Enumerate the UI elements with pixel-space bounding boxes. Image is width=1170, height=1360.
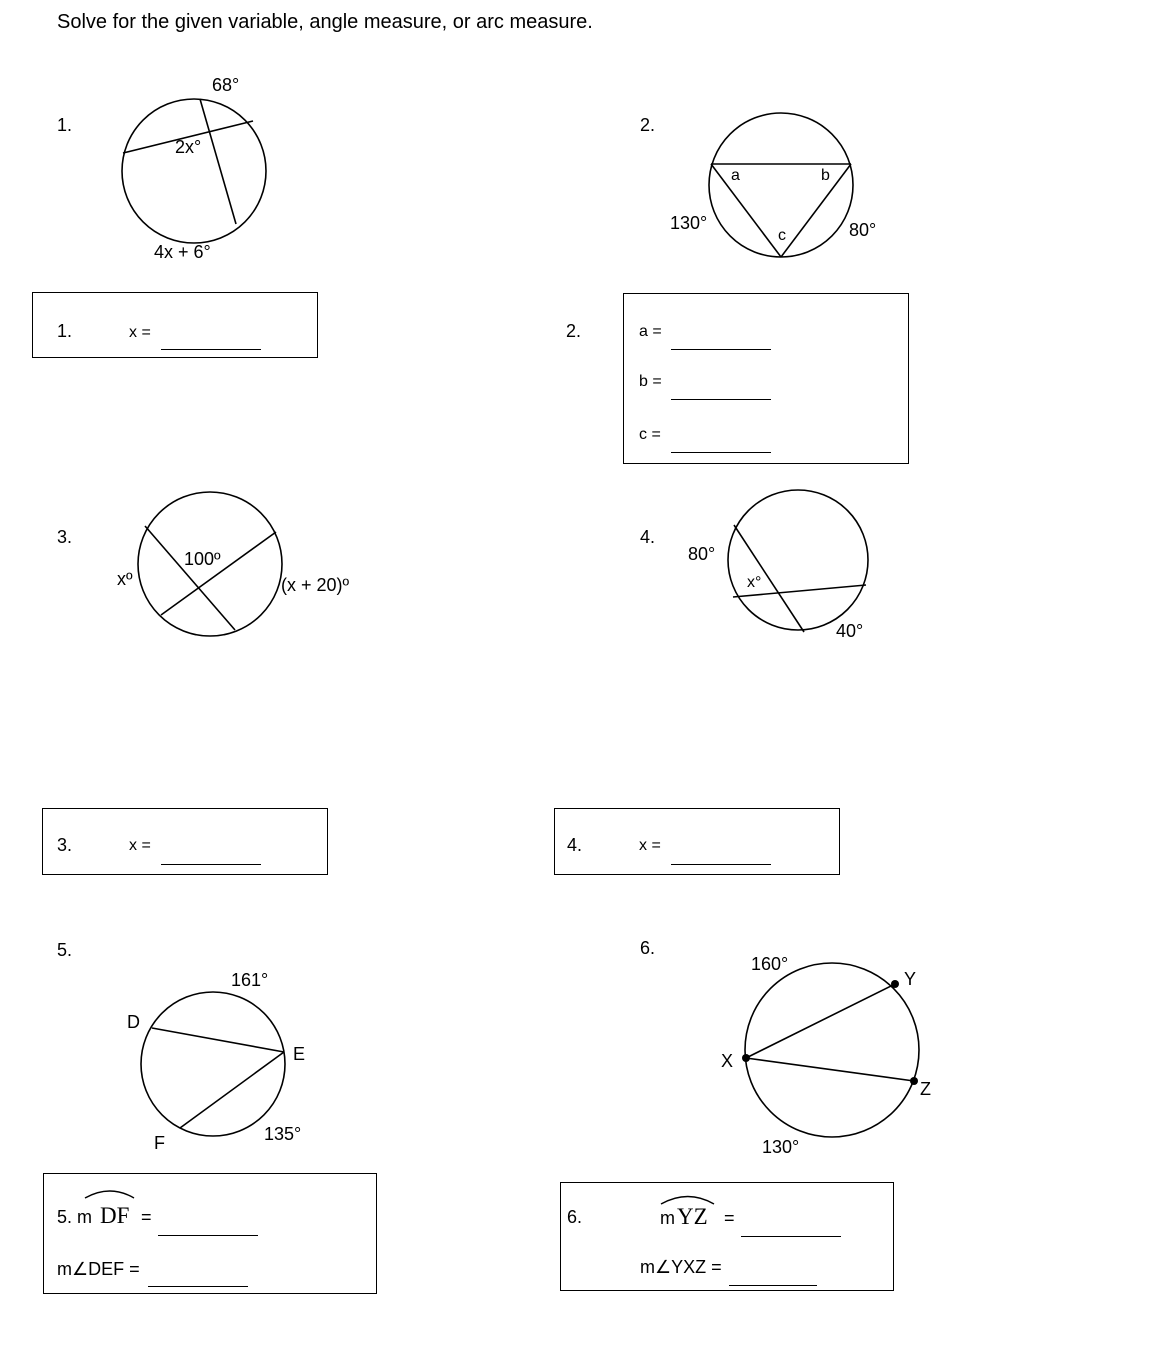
a4-answer-blank[interactable] [671, 863, 771, 865]
p4-angle: x° [747, 574, 762, 591]
p4-chord-1 [734, 525, 804, 632]
a6-eq: = [724, 1208, 735, 1228]
p5-label-f: F [154, 1133, 165, 1153]
a2-prompt-c: c = [639, 426, 661, 443]
a2-answer-b-blank[interactable] [671, 398, 771, 400]
p6-figure [745, 963, 919, 1137]
a6-number: 6. [567, 1207, 583, 1227]
p2-arc-right: 80° [849, 220, 877, 240]
p3-number: 3. [57, 527, 73, 547]
p4-arc-bottom: 40° [836, 621, 864, 641]
p6-label-y: Y [904, 969, 917, 989]
p6-chord-xy [746, 984, 895, 1058]
a2-prompt-b: b = [639, 373, 662, 390]
p4-arc-top: 80° [688, 544, 716, 564]
p6-label-z: Z [920, 1079, 931, 1099]
a2-number: 2. [566, 321, 582, 341]
p2-label-a: a [731, 167, 740, 184]
p2-label-b: b [821, 167, 830, 184]
p2-number: 2. [640, 115, 656, 135]
a2-answer-c-blank[interactable] [671, 451, 771, 453]
p5-number: 5. [57, 940, 73, 960]
a2-prompt-a: a = [639, 323, 662, 340]
p6-arc-top: 160° [751, 954, 789, 974]
a4-prompt: x = [639, 837, 661, 854]
p1-figure [122, 99, 266, 243]
a6-arc-yz: YZ [677, 1204, 708, 1229]
p3-arc-center: 100º [184, 549, 221, 569]
answer-box-4 [554, 808, 840, 875]
a5-prompt-angle: m∠DEF = [57, 1259, 140, 1279]
p6-chord-xz [746, 1058, 914, 1081]
p6-circle [745, 963, 919, 1137]
p3-chord-2 [161, 532, 276, 615]
p6-point-z [910, 1077, 918, 1085]
p1-chord-2 [200, 99, 236, 224]
p6-label-x: X [721, 1051, 734, 1071]
p1-top-arc: 68° [212, 75, 240, 95]
a5-prefix: 5. m [57, 1207, 93, 1227]
p3-arc-left: xº [117, 569, 133, 589]
a6-angle-answer-blank[interactable] [729, 1284, 817, 1286]
a1-prompt: x = [129, 324, 151, 341]
answer-box-3 [42, 808, 328, 875]
answer-box-2 [623, 293, 909, 464]
answer-box-6 [560, 1182, 894, 1291]
a5-angle-answer-blank[interactable] [148, 1285, 248, 1287]
a6-prefix: m [660, 1208, 675, 1228]
p6-number: 6. [640, 938, 656, 958]
a4-number: 4. [567, 835, 583, 855]
p1-bottom-arc: 4x + 6° [154, 242, 211, 262]
p6-point-y [891, 980, 899, 988]
p2-label-c: c [778, 227, 786, 244]
a1-number: 1. [57, 321, 73, 341]
a3-number: 3. [57, 835, 73, 855]
p5-chord-de [152, 1028, 284, 1052]
instructions: Solve for the given variable, angle measure, or arc measure. [57, 11, 593, 33]
a6-prompt-angle: m∠YXZ = [640, 1257, 722, 1277]
p1-circle [122, 99, 266, 243]
p2-arc-left: 130° [670, 213, 708, 233]
p2-chord-right [781, 164, 851, 257]
answer-box-1 [32, 292, 318, 358]
p5-label-d: D [127, 1012, 140, 1032]
a3-answer-blank[interactable] [161, 863, 261, 865]
p2-chord-left [711, 164, 781, 257]
a6-arc-answer-blank[interactable] [741, 1235, 841, 1237]
p3-arc-right: (x + 20)º [281, 575, 350, 595]
a3-prompt: x = [129, 837, 151, 854]
p5-chord-ef [180, 1052, 284, 1128]
a2-answer-a-blank[interactable] [671, 348, 771, 350]
p4-number: 4. [640, 527, 656, 547]
p6-point-x [742, 1054, 750, 1062]
p4-figure [728, 490, 868, 632]
p5-label-e: E [293, 1044, 306, 1064]
p5-circle [141, 992, 285, 1136]
a5-arc-df: DF [100, 1203, 130, 1228]
p6-arc-bottom: 130° [762, 1137, 800, 1157]
a5-arc-answer-blank[interactable] [158, 1234, 258, 1236]
p1-angle: 2x° [175, 137, 202, 157]
answer-box-5 [43, 1173, 377, 1294]
p5-figure [141, 992, 285, 1136]
p5-arc-top: 161° [231, 970, 269, 990]
p4-circle [728, 490, 868, 630]
p1-number: 1. [57, 115, 73, 135]
a5-eq: = [141, 1207, 152, 1227]
p5-arc-bottom: 135° [264, 1124, 302, 1144]
a1-answer-blank[interactable] [161, 348, 261, 350]
